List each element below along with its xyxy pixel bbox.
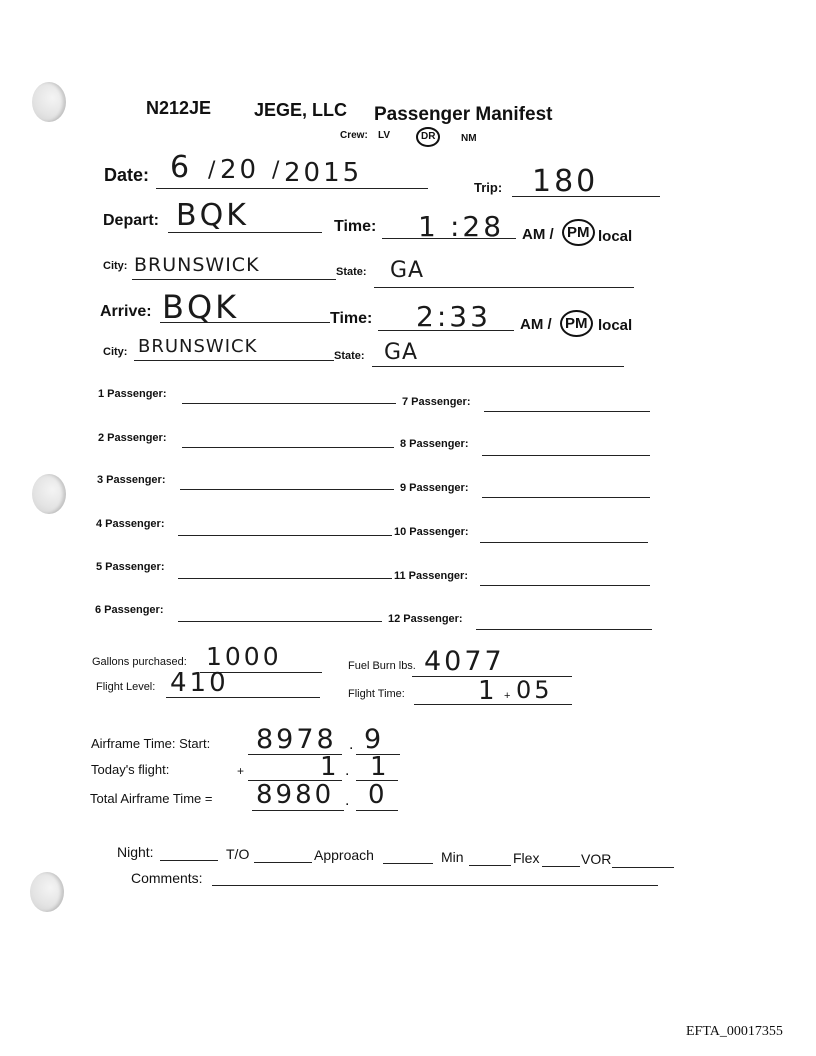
passenger-1-label: 1 Passenger: — [98, 388, 167, 400]
passenger-5-label: 5 Passenger: — [96, 561, 165, 573]
passenger-3-label: 3 Passenger: — [97, 474, 166, 486]
arrive-city-label: City: — [103, 346, 128, 358]
depart-city-line — [132, 279, 336, 280]
takeoff-line — [254, 862, 312, 863]
depart-local-label: local — [598, 228, 633, 245]
arrive-time-label: Time: — [330, 310, 373, 327]
passenger-8-line — [482, 455, 650, 456]
crew-label: Crew: — [340, 130, 368, 141]
arrive-state-value: GA — [384, 340, 419, 365]
passenger-7-line — [484, 411, 650, 412]
depart-city-value: BRUNSWICK — [134, 254, 260, 276]
arrive-am-label: AM / — [520, 316, 552, 333]
today-flight-dot: . — [345, 762, 350, 779]
passenger-4-label: 4 Passenger: — [96, 518, 165, 530]
today-flight-label: Today's flight: — [91, 762, 170, 777]
arrive-time-value: 2:33 — [416, 300, 491, 333]
depart-time-hour: 1 — [418, 210, 439, 243]
vor-line — [612, 867, 674, 868]
depart-city-label: City: — [103, 260, 128, 272]
depart-time-label: Time: — [334, 218, 377, 235]
approach-label: Approach — [314, 847, 374, 863]
arrive-pm-circled: PM — [560, 310, 593, 337]
crew-lv: LV — [378, 130, 391, 141]
trip-value: 180 — [532, 164, 599, 199]
crew-nm: NM — [461, 133, 477, 144]
passenger-2-label: 2 Passenger: — [98, 432, 167, 444]
comments-label: Comments: — [131, 870, 203, 886]
arrive-state-label: State: — [334, 350, 365, 362]
gallons-label: Gallons purchased: — [92, 656, 187, 668]
total-airframe-line-whole — [252, 810, 344, 811]
passenger-9-line — [482, 497, 650, 498]
depart-time-min: :28 — [450, 210, 505, 243]
date-month: 6 — [170, 150, 193, 185]
depart-state-line — [374, 287, 634, 288]
gallons-value: 1000 — [206, 642, 282, 671]
date-sep-1: / — [208, 158, 219, 183]
total-airframe-label: Total Airframe Time = — [90, 791, 213, 806]
arrive-city-value: BRUNSWICK — [138, 336, 258, 357]
airframe-start-tenth: 9 — [364, 724, 385, 755]
total-airframe-tenth: 0 — [368, 780, 388, 810]
passenger-9-label: 9 Passenger: — [400, 482, 469, 494]
binder-hole-top — [32, 82, 66, 122]
min-label: Min — [441, 849, 464, 865]
depart-am-label: AM / — [522, 226, 554, 243]
depart-label: Depart: — [103, 212, 160, 229]
passenger-1-line — [182, 403, 396, 404]
passenger-4-line — [178, 535, 392, 536]
total-airframe-line-tenth — [356, 810, 398, 811]
passenger-8-label: 8 Passenger: — [400, 438, 469, 450]
depart-state-value: GA — [390, 258, 425, 283]
passenger-5-line — [178, 578, 392, 579]
flex-label: Flex — [513, 850, 540, 866]
date-line — [156, 188, 428, 189]
arrive-label: Arrive: — [100, 303, 152, 320]
comments-line — [212, 885, 658, 886]
date-sep-2: / — [272, 158, 283, 183]
night-line — [160, 860, 218, 861]
flight-level-label: Flight Level: — [96, 681, 156, 693]
night-label: Night: — [117, 844, 154, 860]
company-name: JEGE, LLC — [254, 100, 348, 120]
airframe-start-dot: . — [349, 736, 354, 753]
passenger-11-line — [480, 585, 650, 586]
passenger-6-line — [178, 621, 382, 622]
total-airframe-whole: 8980 — [256, 780, 335, 810]
flight-time-plus: + — [504, 690, 511, 702]
passenger-2-line — [182, 447, 394, 448]
flight-time-min: 05 — [516, 676, 553, 704]
today-flight-whole: 1 — [320, 752, 340, 782]
flight-time-label: Flight Time: — [348, 688, 405, 700]
date-label: Date: — [104, 165, 150, 185]
depart-pm-circled: PM — [562, 219, 595, 246]
arrive-local-label: local — [598, 317, 633, 334]
vor-label: VOR — [581, 851, 612, 867]
total-airframe-dot: . — [345, 792, 350, 809]
binder-hole-middle — [32, 474, 66, 514]
flight-level-value: 410 — [170, 668, 229, 698]
fuel-burn-value: 4077 — [424, 646, 505, 677]
passenger-12-line — [476, 629, 652, 630]
passenger-3-line — [180, 489, 394, 490]
min-line — [469, 865, 511, 866]
trip-label: Trip: — [474, 180, 503, 195]
today-flight-plus: + — [237, 764, 245, 778]
passenger-6-label: 6 Passenger: — [95, 604, 164, 616]
passenger-10-line — [480, 542, 648, 543]
crew-dr-circled: DR — [416, 127, 440, 147]
document-id: EFTA_00017355 — [686, 1024, 783, 1039]
today-flight-tenth: 1 — [370, 752, 390, 782]
airframe-start-label: Airframe Time: Start: — [91, 736, 211, 751]
tail-number: N212JE — [146, 98, 212, 118]
depart-state-label: State: — [336, 266, 367, 278]
passenger-10-label: 10 Passenger: — [394, 526, 469, 538]
arrive-city-line — [134, 360, 334, 361]
date-year: 2015 — [284, 158, 363, 188]
passenger-11-label: 11 Passenger: — [394, 570, 468, 582]
arrive-state-line — [372, 366, 624, 367]
flight-time-hours: 1 — [478, 676, 498, 706]
passenger-12-label: 12 Passenger: — [388, 613, 463, 625]
airframe-start-whole: 8978 — [256, 724, 337, 755]
passenger-7-label: 7 Passenger: — [402, 396, 471, 408]
flex-line — [542, 866, 580, 867]
fuel-burn-label: Fuel Burn lbs. — [348, 660, 416, 672]
takeoff-label: T/O — [226, 846, 250, 862]
binder-hole-bottom — [30, 872, 64, 912]
page-title: Passenger Manifest — [374, 104, 553, 125]
arrive-airport: BQK — [162, 288, 240, 326]
approach-line — [383, 863, 433, 864]
depart-airport: BQK — [176, 198, 249, 233]
date-day: 20 — [220, 155, 260, 185]
